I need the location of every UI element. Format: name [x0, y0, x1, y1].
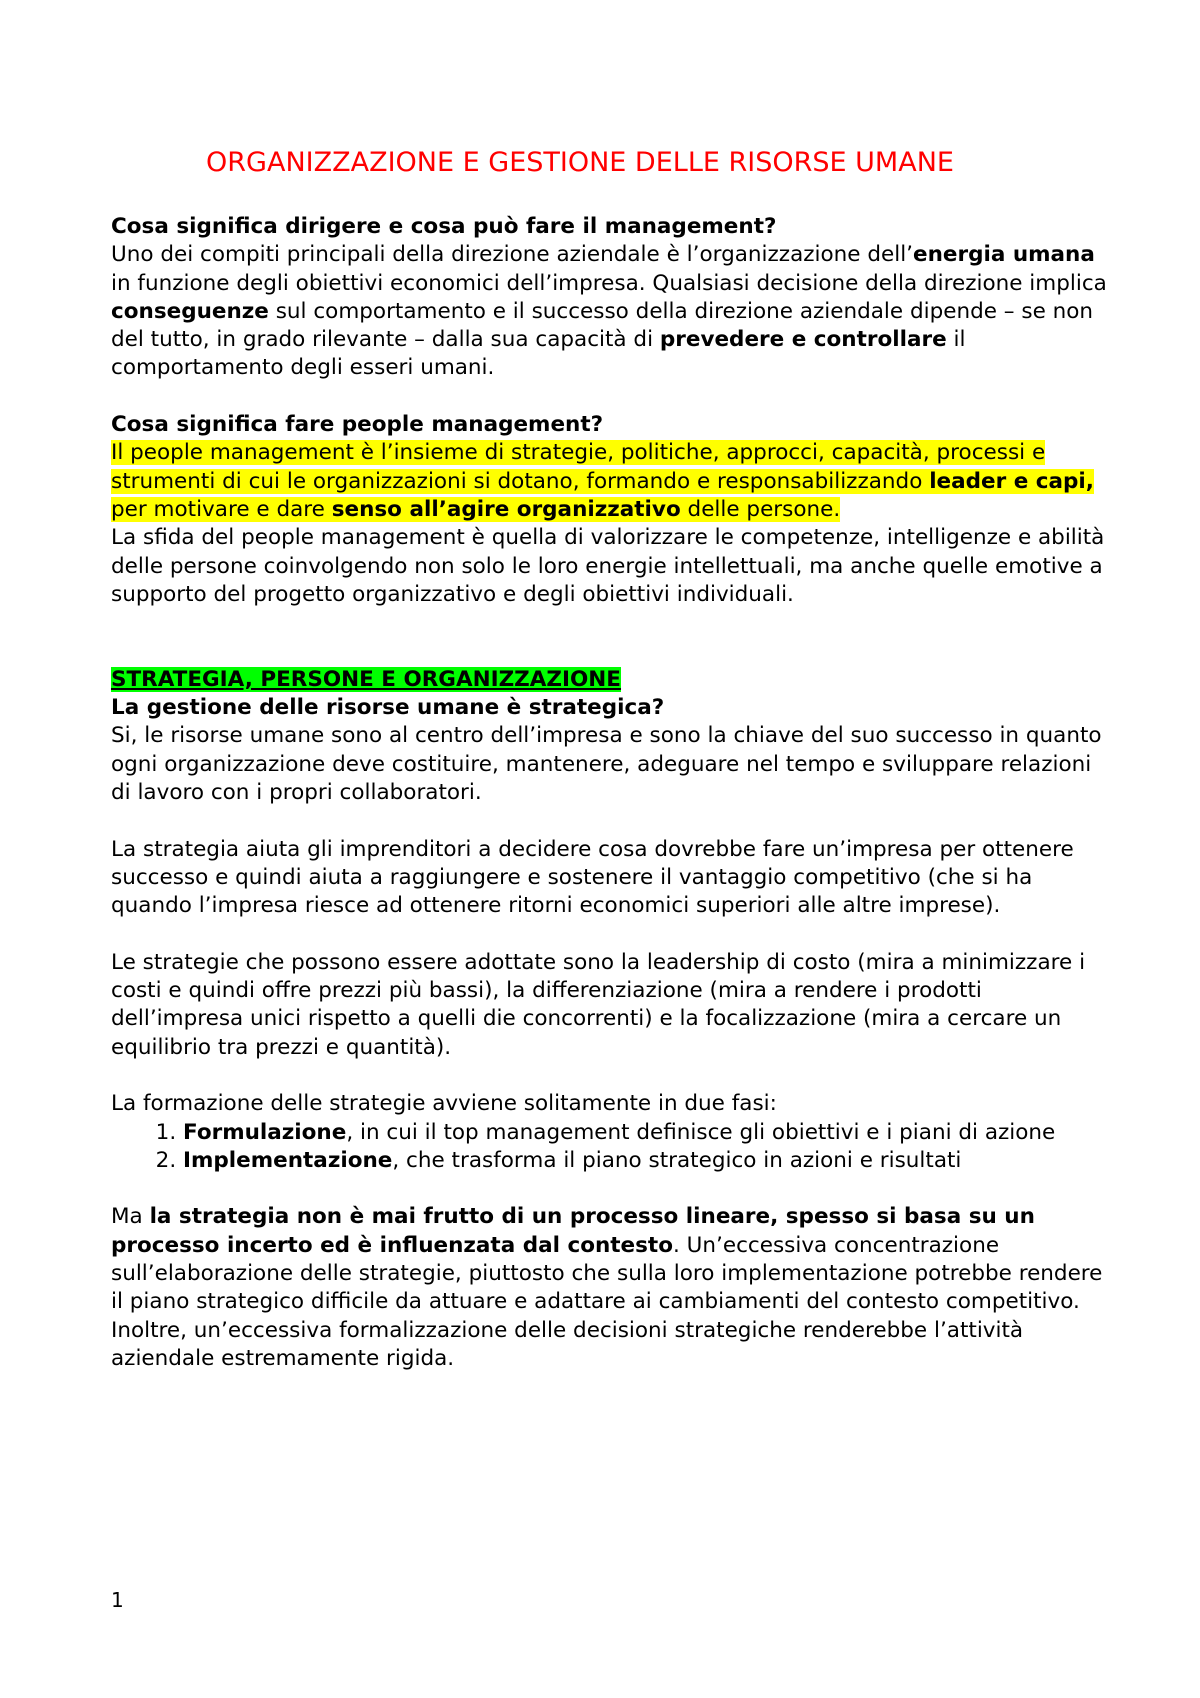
- paragraph-risorse-umane: Si, le risorse umane sono al centro dell’impresa e sono la chiave del suo successo in quanto ogni organizzazione deve costituire, mantenere, adeguare nel tempo e sviluppare relazioni di lavoro con i propri collaboratori.: [111, 723, 1102, 805]
- paragraph-people-management-challenge: La sfida del people management è quella di valorizzare le competenze, intelligenze e abilità delle persone coinvolgendo non solo le loro energie intellettuali, ma anche quelle emotive a supporto del progetto organizzativo e degli obiettivi individuali.: [111, 525, 1105, 607]
- phases-list: [111, 1119, 1111, 1176]
- question-heading-strategic: La gestione delle risorse umane è strategica?: [111, 695, 665, 721]
- document-title: ORGANIZZAZIONE E GESTIONE DELLE RISORSE UMANE: [206, 147, 954, 178]
- list-item: 1. Formulazione, in cui il top management definisce gli obiettivi e i piani di azione: [183, 1119, 1111, 1147]
- list-item: 2. Implementazione, che trasforma il piano strategico in azioni e risultati: [183, 1147, 1111, 1175]
- highlighted-definition: Il people management è l’insieme di strategie, politiche, approcci, capacità, processi e strumenti di cui le organizzazioni si dotano, formando e responsabilizzando leader e capi, per motivare e dare senso all’agire organizzativo delle persone.: [111, 440, 1094, 522]
- paragraph-strategia: La strategia aiuta gli imprenditori a decidere cosa dovrebbe fare un’impresa per ottenere successo e quindi aiuta a raggiungere e sostenere il vantaggio competitivo (che si ha quando l’impresa riesce ad ottenere ritorni economici superiori alle altre imprese).: [111, 836, 1074, 919]
- paragraph-processo-lineare: Ma la strategia non è mai frutto di un processo lineare, spesso si basa su un processo incerto ed è influenzata dal contesto. Un’eccessiva concentrazione sull’elaborazione delle strategie, piuttosto che sulla loro implementazione potrebbe rendere il piano strategico difficile da attuare e adattare ai cambiamenti del contesto competitivo. Inoltre, un’eccessiva formalizzazione delle decisioni strategiche renderebbe l’attività aziendale estremamente rigida.: [111, 1204, 1103, 1371]
- question-heading-people-management: Cosa significa fare people management?: [111, 412, 604, 438]
- document-body: [111, 213, 1111, 1373]
- paragraph-management: Uno dei compiti principali della direzione aziendale è l’organizzazione dell’energia umana in funzione degli obiettivi economici dell’impresa. Qualsiasi decisione della direzione implica conseguenze sul comportamento e il successo della direzione aziendale dipende – se non del tutto, in grado rilevante – dalla sua capacità di prevedere e controllare il comportamento degli esseri umani.: [111, 242, 1107, 381]
- paragraph-strategie-adottate: Le strategie che possono essere adottate sono la leadership di costo (mira a minimizzare i costi e quindi offre prezzi più bassi), la differenziazione (mira a rendere i prodotti dell’impresa unici rispetto a quelli die concorrenti) e la focalizzazione (mira a cercare un equilibrio tra prezzi e quantità).: [111, 949, 1086, 1060]
- paragraph-formazione-strategie: La formazione delle strategie avviene solitamente in due fasi:: [111, 1091, 777, 1117]
- page-number: 1: [111, 1588, 124, 1612]
- section-title-strategia: STRATEGIA, PERSONE E ORGANIZZAZIONE: [111, 666, 621, 692]
- question-heading-management: Cosa significa dirigere e cosa può fare il management?: [111, 214, 777, 239]
